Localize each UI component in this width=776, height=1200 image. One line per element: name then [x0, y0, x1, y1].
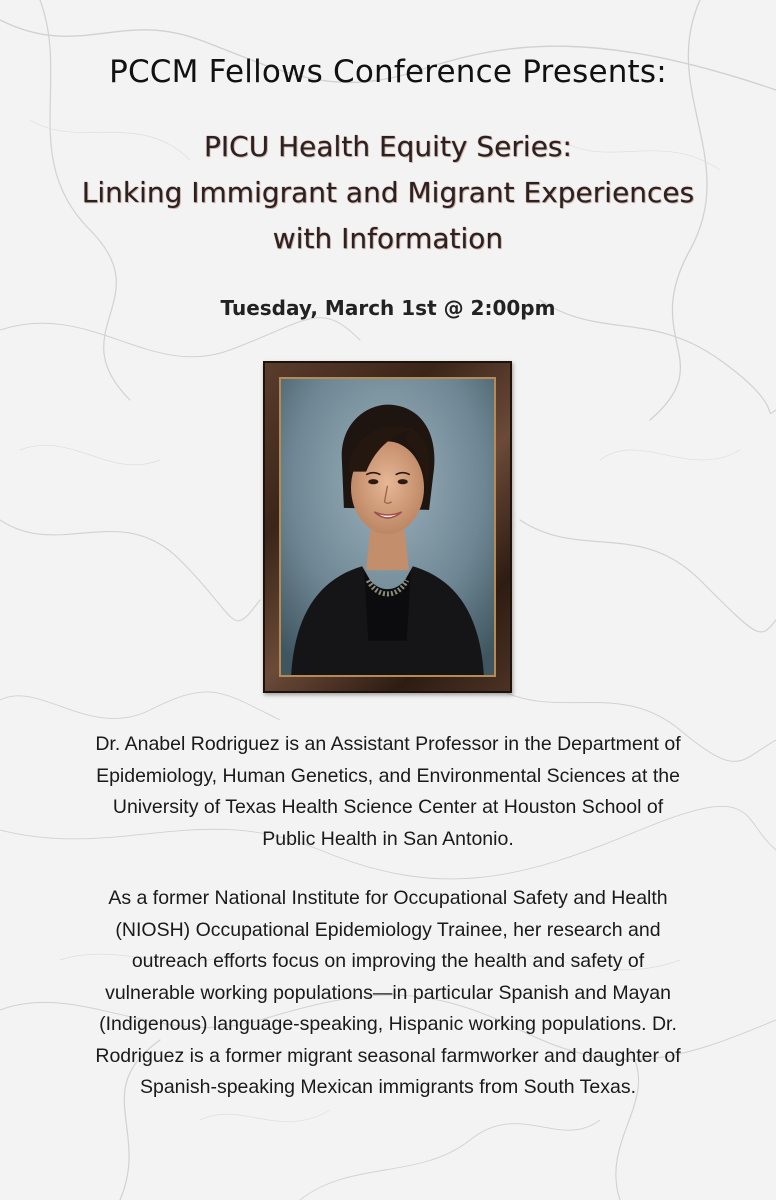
bio-p2-line: Rodriguez is a former migrant seasonal farmworker and daughter of: [95, 1044, 681, 1067]
series-title: [0, 124, 776, 262]
bio-p2-line: (Indigenous) language-speaking, Hispanic working populations. Dr.: [99, 1013, 677, 1035]
bio-p2-line: outreach efforts focus on improving the health and safety of: [131, 950, 645, 972]
event-datetime: Tuesday, March 1st @ 2:00pm: [220, 296, 556, 320]
speaker-portrait: [281, 379, 494, 675]
series-title-line-2: Linking Immigrant and Migrant Experiences: [81, 176, 695, 209]
bio-p2-line: (NIOSH) Occupational Epidemiology Trainee, her research and: [115, 918, 661, 941]
bio-p1-line: Public Health in San Antonio.: [262, 827, 514, 850]
bio-p2-line: vulnerable working populations—in particular Spanish and Mayan: [105, 981, 671, 1004]
portrait-mat: [279, 377, 496, 677]
bio-p2-line: As a former National Institute for Occupational Safety and Health: [108, 887, 668, 909]
bio-p2-line: Spanish-speaking Mexican immigrants from South Texas.: [139, 1076, 637, 1098]
conference-title: PCCM Fellows Conference Presents:: [109, 54, 667, 90]
series-title-line-3: with Information: [272, 222, 504, 255]
bio-paragraph-1: [30, 729, 746, 855]
bio-p1-line: University of Texas Health Science Center at Houston School of: [112, 796, 664, 818]
portrait-frame: [263, 361, 512, 693]
series-title-line-1: PICU Health Equity Series:: [204, 130, 572, 163]
bio-p1-line: Dr. Anabel Rodriguez is an Assistant Professor in the Department of: [95, 733, 681, 755]
bio-paragraph-2: [30, 883, 746, 1104]
bio-p1-line: Epidemiology, Human Genetics, and Environmental Sciences at the: [96, 764, 680, 787]
